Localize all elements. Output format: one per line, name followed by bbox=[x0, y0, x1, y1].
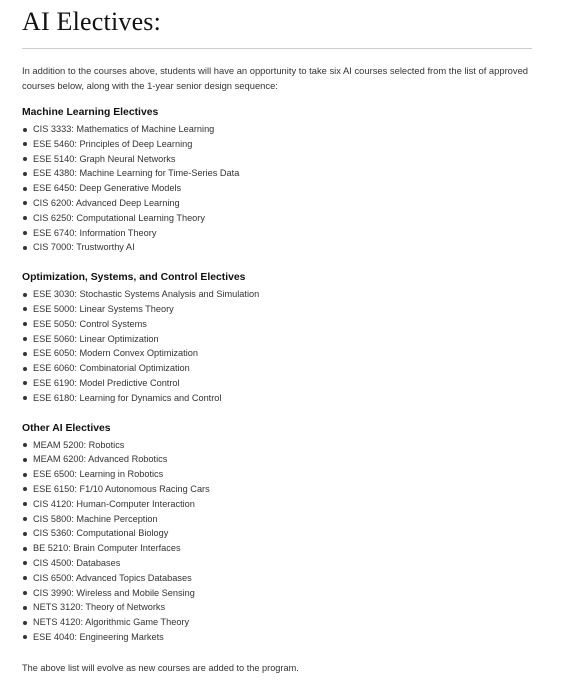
course-label: CIS 4500: Databases bbox=[33, 557, 121, 568]
section-title: Optimization, Systems, and Control Electives bbox=[22, 272, 246, 284]
bullet-icon bbox=[23, 621, 27, 625]
bullet-icon bbox=[23, 352, 27, 356]
bullet-icon bbox=[23, 458, 27, 462]
course-label: ESE 6500: Learning in Robotics bbox=[33, 469, 164, 480]
list-item bbox=[22, 467, 532, 482]
list-item bbox=[22, 211, 532, 226]
bullet-icon bbox=[23, 561, 27, 565]
bullet-icon bbox=[23, 322, 27, 326]
intro-paragraph: In addition to the courses above, students will have an opportunity to take six AI courses selected from the list of approved courses below, along with the 1-year senior design sequence: bbox=[22, 65, 529, 91]
course-label: CIS 4120: Human-Computer Interaction bbox=[33, 498, 195, 509]
course-label: CIS 3333: Mathematics of Machine Learning bbox=[33, 124, 215, 134]
list-item bbox=[22, 137, 532, 152]
course-label: ESE 6740: Information Theory bbox=[33, 227, 157, 238]
list-item bbox=[22, 615, 532, 630]
course-label: CIS 5360: Computational Biology bbox=[33, 528, 169, 539]
list-item bbox=[22, 287, 532, 302]
list-item bbox=[22, 196, 532, 211]
course-label: ESE 5460: Principles of Deep Learning bbox=[33, 138, 193, 149]
course-label: ESE 5050: Control Systems bbox=[33, 318, 147, 329]
course-label: NETS 4120: Algorithmic Game Theory bbox=[33, 617, 190, 628]
list-item bbox=[22, 240, 532, 255]
bullet-icon bbox=[23, 367, 27, 371]
course-label: MEAM 5200: Robotics bbox=[33, 439, 125, 450]
bullet-icon bbox=[23, 591, 27, 595]
bullet-icon bbox=[23, 502, 27, 506]
course-list bbox=[22, 122, 532, 255]
bullet-icon bbox=[23, 337, 27, 341]
course-label: ESE 5060: Linear Optimization bbox=[33, 333, 159, 344]
bullet-icon bbox=[23, 128, 27, 132]
list-item bbox=[22, 556, 532, 571]
list-item bbox=[22, 346, 532, 361]
course-label: ESE 5140: Graph Neural Networks bbox=[33, 153, 176, 164]
bullet-icon bbox=[23, 201, 27, 205]
bullet-icon bbox=[23, 473, 27, 477]
course-label: BE 5210: Brain Computer Interfaces bbox=[33, 543, 181, 554]
list-item bbox=[22, 122, 532, 137]
course-label: ESE 6150: F1/10 Autonomous Racing Cars bbox=[33, 483, 210, 494]
list-item bbox=[22, 497, 532, 512]
course-label: NETS 3120: Theory of Networks bbox=[33, 602, 166, 613]
course-label: ESE 6190: Model Predictive Control bbox=[33, 377, 180, 388]
section-title: Other AI Electives bbox=[22, 422, 111, 434]
list-item bbox=[22, 438, 532, 453]
page-content bbox=[22, 0, 532, 675]
course-list bbox=[22, 287, 532, 405]
list-item bbox=[22, 302, 532, 317]
bullet-icon bbox=[23, 487, 27, 491]
section-optimization bbox=[22, 271, 532, 405]
bullet-icon bbox=[23, 381, 27, 385]
list-item bbox=[22, 600, 532, 615]
section-machine-learning bbox=[22, 106, 532, 255]
list-item bbox=[22, 391, 532, 406]
course-label: CIS 6500: Advanced Topics Databases bbox=[33, 572, 192, 583]
list-item bbox=[22, 226, 532, 241]
bullet-icon bbox=[23, 532, 27, 536]
title-divider bbox=[22, 48, 532, 49]
bullet-icon bbox=[23, 142, 27, 146]
list-item bbox=[22, 361, 532, 376]
list-item bbox=[22, 152, 532, 167]
list-item bbox=[22, 512, 532, 527]
bullet-icon bbox=[23, 231, 27, 235]
course-label: ESE 4380: Machine Learning for Time-Series Data bbox=[33, 168, 240, 179]
course-label: ESE 4040: Engineering Markets bbox=[33, 631, 164, 642]
bullet-icon bbox=[23, 635, 27, 639]
course-label: ESE 6050: Modern Convex Optimization bbox=[33, 348, 198, 359]
bullet-icon bbox=[23, 307, 27, 311]
bullet-icon bbox=[23, 396, 27, 400]
bullet-icon bbox=[23, 517, 27, 521]
list-item bbox=[22, 571, 532, 586]
course-label: ESE 6450: Deep Generative Models bbox=[33, 183, 182, 194]
bullet-icon bbox=[23, 172, 27, 176]
bullet-icon bbox=[23, 293, 27, 297]
section-title: Machine Learning Electives bbox=[22, 107, 159, 118]
list-item bbox=[22, 332, 532, 347]
bullet-icon bbox=[23, 576, 27, 580]
course-label: CIS 6200: Advanced Deep Learning bbox=[33, 197, 180, 208]
list-item bbox=[22, 482, 532, 497]
course-list bbox=[22, 438, 532, 645]
list-item bbox=[22, 526, 532, 541]
section-other-ai bbox=[22, 422, 532, 645]
course-label: MEAM 6200: Advanced Robotics bbox=[33, 454, 168, 465]
course-label: ESE 3030: Stochastic Systems Analysis and Simulation bbox=[33, 289, 260, 300]
course-label: CIS 6250: Computational Learning Theory bbox=[33, 212, 205, 223]
bullet-icon bbox=[23, 606, 27, 610]
page-title: AI Electives: bbox=[22, 7, 162, 36]
list-item bbox=[22, 630, 532, 645]
course-label: ESE 6060: Combinatorial Optimization bbox=[33, 363, 190, 374]
course-label: ESE 6180: Learning for Dynamics and Control bbox=[33, 392, 222, 403]
list-item bbox=[22, 166, 532, 181]
bullet-icon bbox=[23, 216, 27, 220]
footer-note: The above list will evolve as new courses are added to the program. bbox=[22, 662, 299, 673]
course-label: ESE 5000: Linear Systems Theory bbox=[33, 303, 174, 314]
list-item bbox=[22, 376, 532, 391]
bullet-icon bbox=[23, 547, 27, 551]
bullet-icon bbox=[23, 157, 27, 161]
list-item bbox=[22, 541, 532, 556]
bullet-icon bbox=[23, 443, 27, 447]
list-item bbox=[22, 586, 532, 601]
course-label: CIS 7000: Trustworthy AI bbox=[33, 242, 135, 253]
list-item bbox=[22, 181, 532, 196]
bullet-icon bbox=[23, 246, 27, 250]
list-item bbox=[22, 317, 532, 332]
list-item bbox=[22, 452, 532, 467]
course-label: CIS 3990: Wireless and Mobile Sensing bbox=[33, 587, 195, 598]
course-label: CIS 5800: Machine Perception bbox=[33, 513, 158, 524]
bullet-icon bbox=[23, 187, 27, 191]
